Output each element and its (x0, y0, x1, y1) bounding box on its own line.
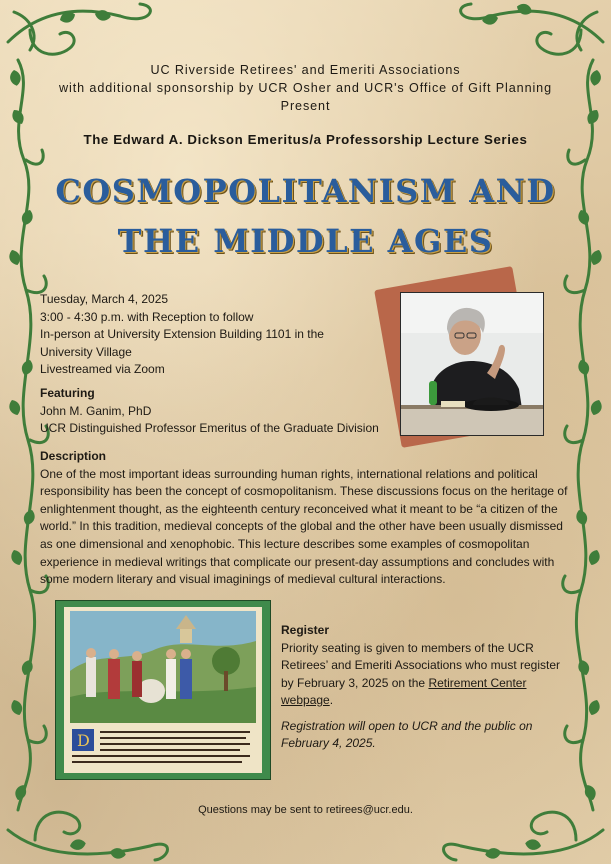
register-text (281, 640, 571, 710)
presenter-line-1: UC Riverside Retirees' and Emeriti Associations (150, 63, 461, 77)
description-text: One of the most important ideas surrounding human rights, international relations and political responsibility has been the concept of cosmopolitanism. These discussions focus on the heritage of enlightenment thought, as the eighteenth century reconceived what it meant to be “a citizen of the world.” In this tradition, medieval concepts of the global and the other have been usually dismissed as one dimensional and xenophobic. This lecture describes some examples of cosmopolitan experience in medieval writings that complicate our present-day assumptions and concludes with some modern literary and visual imaginings of medieval cultural interactions. (40, 466, 568, 587)
event-location-line-1: In-person at University Extension Building 1101 in the (40, 327, 324, 341)
presenter-line-2: with additional sponsorship by UCR Osher and UCR's Office of Gift Planning (59, 81, 552, 95)
event-details (40, 291, 390, 379)
event-date: Tuesday, March 4, 2025 (40, 292, 169, 306)
manuscript-illustration (55, 600, 271, 780)
presenter-line-3: Present (280, 99, 331, 113)
speaker-title: UCR Distinguished Professor Emeritus of the Graduate Division (40, 421, 379, 435)
registration-note: Registration will open to UCR and the public on February 4, 2025. (281, 718, 533, 750)
featuring-label: Featuring (40, 386, 95, 400)
featuring-section (40, 385, 390, 438)
contact-footer: Questions may be sent to retirees@ucr.edu. (198, 804, 413, 816)
retirement-center-link[interactable]: Retirement Center webpage (281, 675, 527, 707)
register-text-end: . (329, 693, 334, 707)
lecture-series-title: The Edward A. Dickson Emeritus/a Professorship Lecture Series (83, 132, 528, 147)
lecture-title-line-1: COSMOPOLITANISM AND (55, 172, 556, 210)
event-time: 3:00 - 4:30 p.m. with Reception to follow (40, 309, 254, 324)
speaker-photo (400, 292, 544, 436)
event-stream: Livestreamed via Zoom (40, 362, 165, 376)
svg-text:D: D (77, 731, 90, 750)
lecture-title-line-2: THE MIDDLE AGES (117, 222, 494, 260)
event-location-line-2: University Village (40, 344, 132, 359)
register-label: Register (281, 623, 330, 637)
description-label: Description (40, 449, 107, 463)
register-section (281, 622, 571, 753)
register-text-main: Priority seating is given to members of the UCR Retirees’ and Emeriti Associations who must register by February 3, 2025 on the (281, 640, 560, 690)
speaker-name: John M. Ganim, PhD (40, 403, 152, 418)
description-section (40, 448, 572, 589)
